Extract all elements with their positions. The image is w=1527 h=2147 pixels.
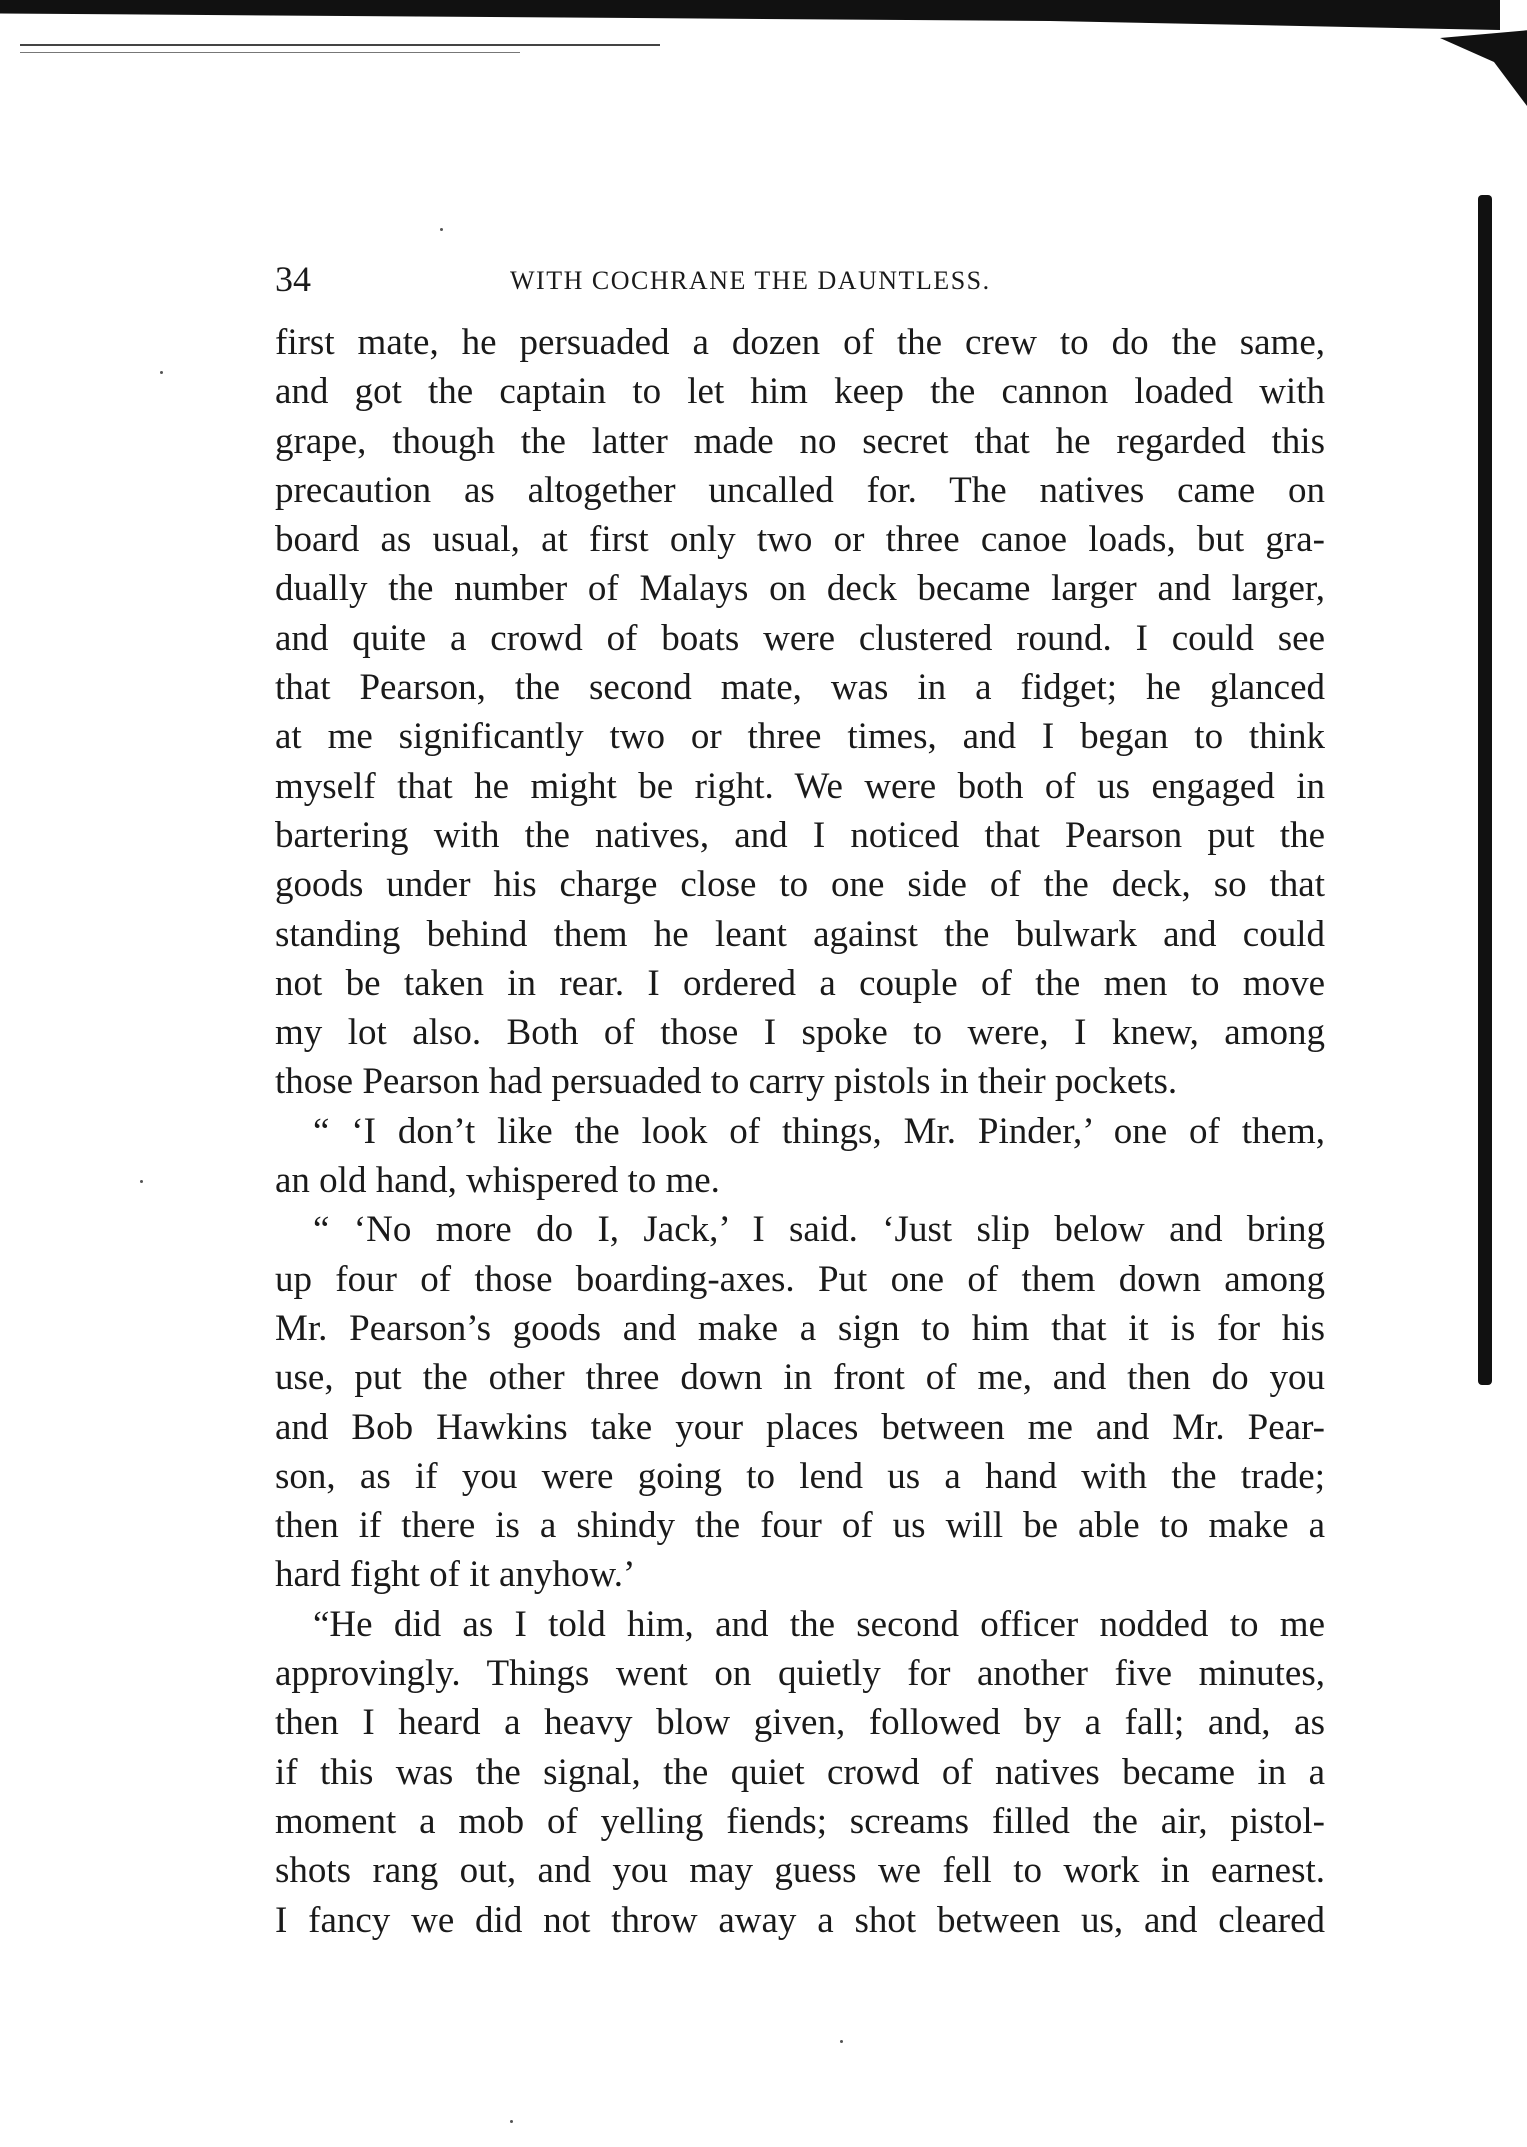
top-thin-rule-2 [20,52,520,53]
text-line: then I heard a heavy blow given, followed by a fall; and, as [275,1702,1325,1744]
text-line: my lot also. Both of those I spoke to were, I knew, among [275,1012,1325,1054]
text-line: board as usual, at first only two or three canoe loads, but gra- [275,519,1325,561]
text-line: standing behind them he leant against the bulwark and could [275,913,1325,955]
text-line: and Bob Hawkins take your places between me and Mr. Pear- [275,1406,1325,1448]
page-number: 34 [275,259,311,299]
text-line: “ ‘No more do I, Jack,’ I said. ‘Just slip below and bring [313,1209,1325,1251]
text-line: dually the number of Malays on deck became larger and larger, [275,568,1325,610]
text-line: goods under his charge close to one side of the deck, so that [275,864,1325,906]
text-line: use, put the other three down in front of me, and then do you [275,1357,1325,1399]
scan-side-edge [1478,195,1492,1385]
body-text [275,318,1325,1945]
running-title: WITH COCHRANE THE DAUNTLESS. [510,266,991,295]
text-line: shots rang out, and you may guess we fell to work in earnest. [275,1850,1325,1892]
text-line: and got the captain to let him keep the cannon loaded with [275,371,1325,413]
text-line: “He did as I told him, and the second officer nodded to me [313,1603,1325,1645]
page-header [275,258,1335,308]
text-line: then if there is a shindy the four of us will be able to make a [275,1505,1325,1547]
text-line: “ ‘I don’t like the look of things, Mr. Pinder,’ one of them, [313,1110,1325,1152]
text-line: son, as if you were going to lend us a hand with the trade; [275,1455,1325,1497]
text-line: that Pearson, the second mate, was in a fidget; he glanced [275,667,1325,709]
text-line: and quite a crowd of boats were clustered round. I could see [275,617,1325,659]
text-line: if this was the signal, the quiet crowd of natives became in a [275,1751,1325,1793]
scan-speck [510,2120,513,2123]
text-line: an old hand, whispered to me. [275,1160,720,1202]
top-border-rule [0,0,1500,30]
text-line: at me significantly two or three times, and I began to think [275,716,1325,758]
scan-speck [160,371,163,374]
top-thin-rule [20,44,660,46]
text-line: myself that he might be right. We were both of us engaged in [275,765,1325,807]
text-line: bartering with the natives, and I noticed that Pearson put the [275,814,1325,856]
text-line: moment a mob of yelling fiends; screams filled the air, pistol- [275,1800,1325,1842]
text-line: I fancy we did not throw away a shot between us, and cleared [275,1899,1325,1941]
scan-corner-mark [1440,30,1527,110]
text-line: hard fight of it anyhow.’ [275,1554,636,1596]
text-line: precaution as altogether uncalled for. The natives came on [275,469,1325,511]
text-line: approvingly. Things went on quietly for another five minutes, [275,1653,1325,1695]
scan-speck [140,1180,143,1183]
scan-speck [440,228,443,231]
text-line: grape, though the latter made no secret that he regarded this [275,420,1325,462]
text-line: those Pearson had persuaded to carry pistols in their pockets. [275,1061,1178,1103]
scan-speck [840,2040,843,2043]
text-line: up four of those boarding-axes. Put one of them down among [275,1258,1325,1300]
text-line: Mr. Pearson’s goods and make a sign to him that it is for his [275,1307,1325,1349]
text-line: first mate, he persuaded a dozen of the crew to do the same, [275,322,1325,363]
text-line: not be taken in rear. I ordered a couple of the men to move [275,962,1325,1004]
